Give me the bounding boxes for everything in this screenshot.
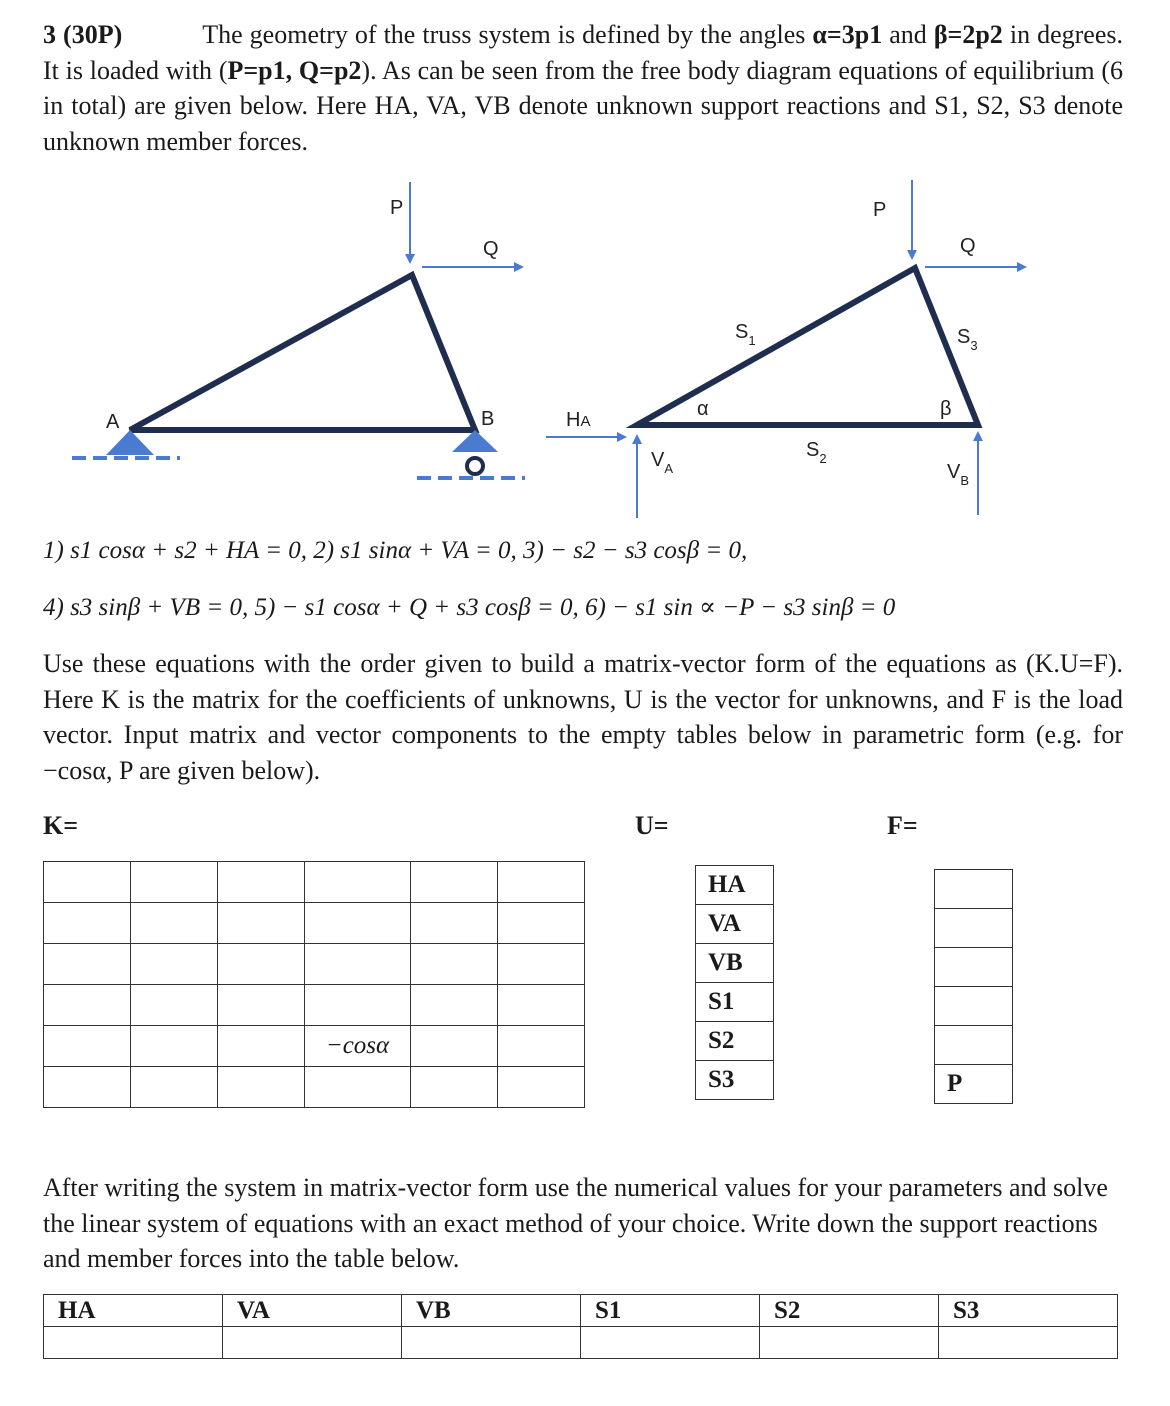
k-cell[interactable]	[411, 1026, 498, 1067]
k-cell[interactable]	[44, 1067, 131, 1108]
left-truss	[72, 182, 525, 478]
k-label: K=	[43, 811, 79, 840]
label-node-a: A	[106, 411, 120, 433]
k-row	[44, 1067, 585, 1108]
k-cell[interactable]	[498, 1067, 585, 1108]
k-cell[interactable]	[498, 985, 585, 1026]
results-header: S2	[760, 1295, 939, 1327]
k-cell[interactable]	[411, 903, 498, 944]
k-cell[interactable]	[44, 944, 131, 985]
results-value[interactable]	[44, 1327, 223, 1359]
k-cell[interactable]	[44, 903, 131, 944]
results-header-row	[44, 1295, 1118, 1327]
k-cell[interactable]	[305, 985, 411, 1026]
f-cell[interactable]	[935, 948, 1013, 987]
k-cell-example[interactable]: −cosα	[305, 1026, 411, 1067]
results-header: VB	[402, 1295, 581, 1327]
u-cell: S1	[696, 983, 774, 1022]
label-p-left: P	[390, 197, 404, 219]
k-cell[interactable]	[498, 903, 585, 944]
u-cell: VA	[696, 905, 774, 944]
label-q-left: Q	[483, 238, 499, 260]
equations-line-2: 4) s3 sinβ + VB = 0, 5) − s1 cosα + Q + s3 cosβ = 0, 6) − s1 sin ∝ −P − s3 sinβ = 0	[43, 594, 896, 621]
u-label: U=	[635, 811, 669, 840]
f-cell[interactable]	[935, 1026, 1013, 1065]
k-cell[interactable]	[131, 985, 218, 1026]
label-p-right: P	[873, 199, 887, 221]
u-cell: S3	[696, 1061, 774, 1100]
f-cell[interactable]	[935, 987, 1013, 1026]
k-cell[interactable]	[44, 1026, 131, 1067]
k-cell[interactable]	[411, 985, 498, 1026]
k-cell[interactable]	[218, 985, 305, 1026]
f-label: F=	[887, 811, 918, 840]
k-row	[44, 862, 585, 903]
k-row	[44, 985, 585, 1026]
f-cell[interactable]	[935, 909, 1013, 948]
label-vb: $V_B$	[947, 461, 970, 488]
solve-text: After writing the system in matrix-vector form use the numerical values for your parameters and solve the linear system of equations with an exact method of your choice. Write down the support reactions and member forces into the table below.	[43, 1173, 1108, 1273]
k-cell[interactable]	[218, 903, 305, 944]
k-cell[interactable]	[218, 862, 305, 903]
results-value[interactable]	[223, 1327, 402, 1359]
label-ha: HA	[566, 409, 591, 431]
results-value[interactable]	[581, 1327, 760, 1359]
pin-support-a	[106, 430, 154, 455]
u-cell: S2	[696, 1022, 774, 1061]
f-cell-example[interactable]: P	[935, 1065, 1013, 1104]
label-node-b: B	[481, 408, 495, 430]
left-truss-members	[130, 275, 475, 430]
label-s1: $S_1$	[735, 321, 756, 348]
k-cell[interactable]	[218, 944, 305, 985]
instructions-text: Use these equations with the order given to build a matrix-vector form of the equations as (K.U=F). Here K is the matrix for the coefficients of unknowns, U is the vector for unknowns, and F is the load vector. Input matrix and vector components to the empty tables below in parametric form (e.g. for −cosα, P are given below).	[43, 649, 1123, 785]
k-cell[interactable]	[218, 1026, 305, 1067]
right-truss-members	[637, 268, 978, 425]
label-s3: $S_3$	[957, 326, 978, 353]
u-cell: HA	[696, 866, 774, 905]
k-cell[interactable]	[44, 862, 131, 903]
k-row	[44, 1026, 585, 1067]
k-cell[interactable]	[305, 1067, 411, 1108]
f-vector-table	[934, 869, 1013, 1104]
k-cell[interactable]	[498, 862, 585, 903]
k-cell[interactable]	[305, 862, 411, 903]
results-value[interactable]	[402, 1327, 581, 1359]
k-cell[interactable]	[131, 1067, 218, 1108]
results-header: HA	[44, 1295, 223, 1327]
k-cell[interactable]	[44, 985, 131, 1026]
roller-support-b	[452, 430, 498, 452]
label-alpha: α	[697, 398, 709, 420]
right-free-body	[546, 180, 1025, 518]
results-header: VA	[223, 1295, 402, 1327]
label-s2: $S_2$	[806, 439, 827, 466]
problem-number: 3 (30P)	[43, 20, 123, 49]
k-cell[interactable]	[498, 1026, 585, 1067]
k-cell[interactable]	[305, 903, 411, 944]
problem-statement: 3 (30P) The geometry of the truss system is defined by the angles α=3p1 and β=2p2 in degrees. It is loaded with (P=p1, Q=p2). As can be seen from the free body diagram equations of equilibrium (6 in total) are given below. Here HA, VA, VB denote unknown support reactions and S1, S2, S3 denote unknown member forces.	[43, 20, 1123, 156]
equations-line-1: 1) s1 cosα + s2 + HA = 0, 2) s1 sinα + VA = 0, 3) − s2 − s3 cosβ = 0,	[43, 537, 748, 564]
results-value[interactable]	[939, 1327, 1118, 1359]
k-cell[interactable]	[131, 944, 218, 985]
k-cell[interactable]	[411, 944, 498, 985]
results-header: S1	[581, 1295, 760, 1327]
k-cell[interactable]	[411, 1067, 498, 1108]
k-row	[44, 903, 585, 944]
results-value[interactable]	[760, 1327, 939, 1359]
label-q-right: Q	[960, 235, 976, 257]
label-beta: β	[940, 398, 952, 420]
u-vector-table	[695, 865, 774, 1100]
roller-wheel	[467, 458, 483, 474]
k-cell[interactable]	[305, 944, 411, 985]
k-cell[interactable]	[131, 862, 218, 903]
truss-diagram	[0, 170, 1170, 530]
results-value-row	[44, 1327, 1118, 1359]
f-cell[interactable]	[935, 870, 1013, 909]
u-cell: VB	[696, 944, 774, 983]
k-matrix-table	[43, 861, 585, 1108]
k-cell[interactable]	[131, 1026, 218, 1067]
results-table	[43, 1294, 1118, 1359]
k-cell[interactable]	[498, 944, 585, 985]
results-header: S3	[939, 1295, 1118, 1327]
k-cell[interactable]	[131, 903, 218, 944]
k-cell[interactable]	[411, 862, 498, 903]
k-cell[interactable]	[218, 1067, 305, 1108]
k-row	[44, 944, 585, 985]
label-va: $V_A$	[651, 449, 674, 476]
